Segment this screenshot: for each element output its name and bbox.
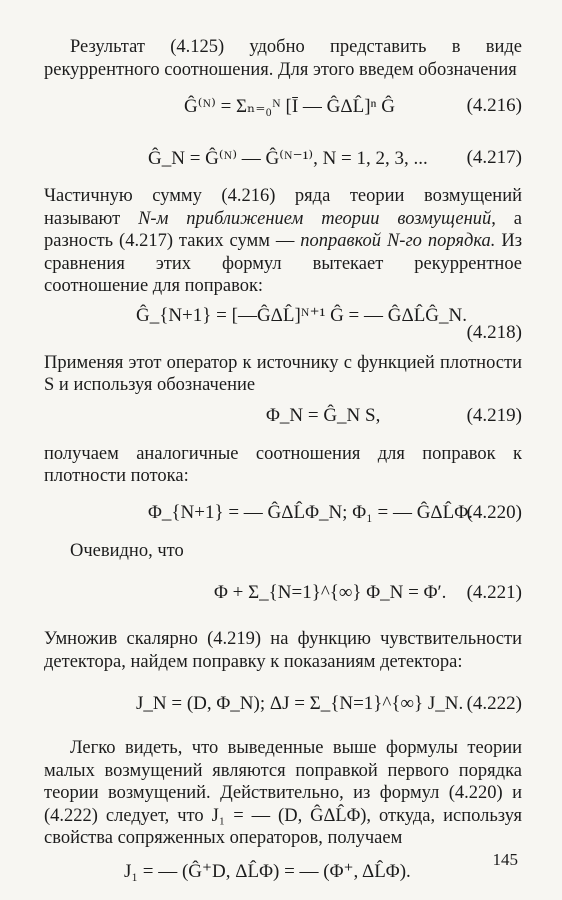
equation-formula: Ĝ_N = Ĝ⁽ᴺ⁾ — Ĝ⁽ᴺ⁻¹⁾, N = 1, 2, 3, ... (148, 148, 428, 169)
text-run: , а разность (4.217) таких сумм — (44, 208, 523, 251)
equation-4-219 (44, 397, 522, 443)
text-run: Из сравнения этих формул вытекает рекуррентное соотношение для поправок: (44, 231, 523, 296)
equation-formula: Ĝ_{N+1} = [—ĜΔL̂]ᴺ⁺¹ Ĝ = — ĜΔL̂Ĝ_N. (136, 304, 467, 326)
equation-formula: Ĝ⁽ᴺ⁾ = Σₙ₌₀ᴺ [Ī — ĜΔL̂]ⁿ Ĝ (184, 96, 396, 117)
equation-number: (4.220) (466, 501, 522, 523)
equation-number: (4.222) (466, 693, 522, 714)
paragraph-flux: получаем аналогичные соотношения для поправок к плотности потока: (44, 443, 522, 486)
italic-term: поправкой N-го порядка. (300, 231, 496, 251)
equation-4-222 (44, 673, 522, 737)
paragraph-obviously: Очевидно, что (70, 540, 184, 561)
equation-4-217 (44, 133, 522, 185)
text-run: Частичную сумму (4.216) ряда теории возмущений называют (44, 186, 522, 229)
equation-formula: Φ_N = Ĝ_N S, (266, 404, 381, 426)
equation-number: (4.217) (466, 147, 522, 168)
paragraph-intro: Результат (4.125) удобно представить в виде рекуррентного соотношения. Для этого введем обозначения (44, 37, 522, 80)
equation-formula: Φ + Σ_{N=1}^{∞} Φ_N = Φ′. (214, 582, 447, 603)
equation-number: (4.218) (466, 321, 522, 343)
paragraph-source: Применяя этот оператор к источнику с функцией плотности S и используя обозначение (44, 352, 522, 395)
paragraph-conclusion: Легко видеть, что выведенные выше формулы теории малых возмущений являются поправкой первого порядка теории возмущений. Действительно, из формул (4.220) и (4.222) следует, что J₁ = — (D, ĜΔL̂Φ), откуда, используя свойства сопряженных операторов, получаем (44, 738, 522, 848)
equation-final (44, 850, 522, 890)
equation-4-220 (44, 488, 522, 540)
equation-4-218 (44, 298, 522, 342)
paragraph-detector: Умножив скалярно (4.219) на функцию чувствительности детектора, найдем поправку к показаниям детектора: (44, 629, 522, 672)
equation-formula: J₁ = — (Ĝ⁺D, ΔL̂Φ) = — (Φ⁺, ΔL̂Φ). (124, 860, 411, 882)
equation-4-221 (44, 562, 522, 624)
paragraph-partial-sum (44, 185, 522, 298)
book-page (44, 36, 522, 890)
equation-number: (4.221) (466, 582, 522, 603)
equation-formula: J_N = (D, Φ_N); ΔJ = Σ_{N=1}^{∞} J_N. (136, 693, 464, 714)
italic-term: N-м приближением теории возмущений (138, 208, 492, 229)
equation-formula: Φ_{N+1} = — ĜΔL̂Φ_N; Φ₁ = — ĜΔL̂Φ. (148, 501, 473, 523)
equation-4-216 (44, 81, 522, 133)
equation-number: (4.216) (466, 95, 522, 116)
equation-number: (4.219) (466, 404, 522, 426)
page-number: 145 (492, 850, 518, 869)
